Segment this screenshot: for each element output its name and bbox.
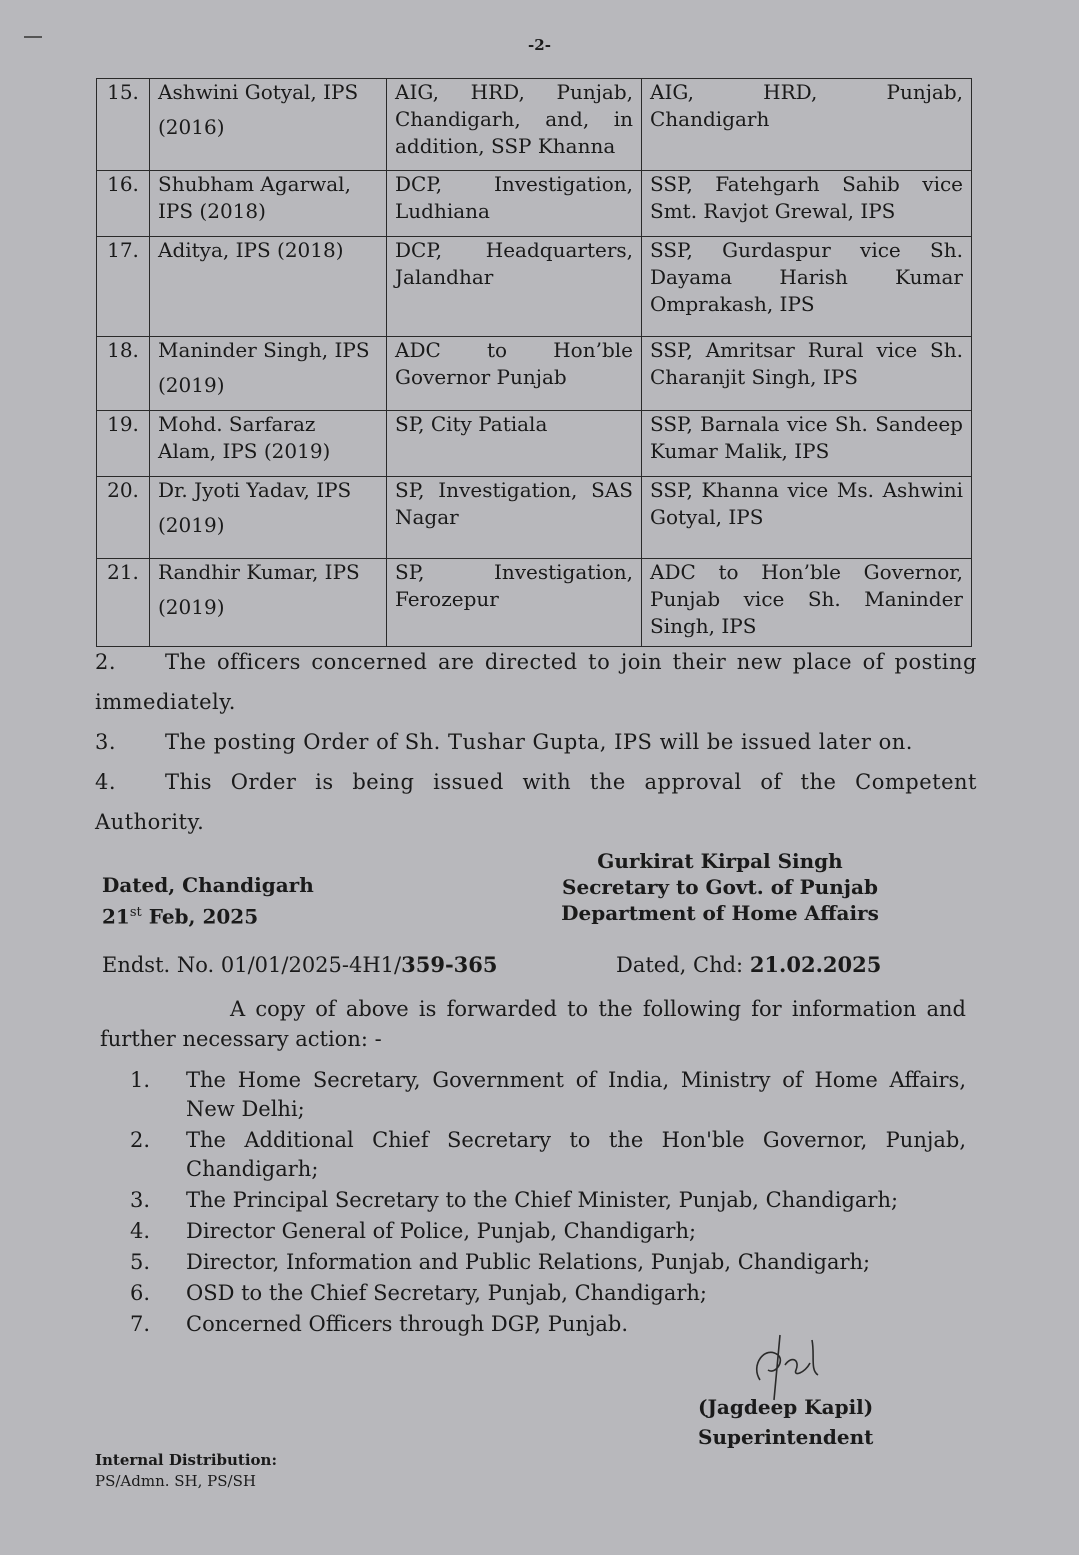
row-officer-name: Shubham Agarwal, IPS (2018): [150, 171, 387, 237]
row-officer-name: Ashwini Gotyal, IPS (2016): [150, 79, 387, 171]
para-number: 4.: [95, 770, 117, 794]
para-number: 2.: [95, 650, 117, 674]
list-item: [130, 1310, 966, 1339]
row-from-posting: SP, Investigation, Ferozepur: [387, 559, 642, 647]
signatory-block: [540, 848, 900, 926]
row-serial: 18.: [97, 337, 150, 411]
distribution-list: [130, 1066, 966, 1341]
row-to-posting: SSP, Barnala vice Sh. Sandeep Kumar Malik, IPS: [642, 411, 972, 477]
row-serial: 19.: [97, 411, 150, 477]
row-from-posting: DCP, Headquarters, Jalandhar: [387, 237, 642, 337]
row-from-posting: DCP, Investigation, Ludhiana: [387, 171, 642, 237]
row-officer-name: Mohd. Sarfaraz Alam, IPS (2019): [150, 411, 387, 477]
internal-heading: Internal Distribution:: [95, 1451, 277, 1469]
table-row: [97, 237, 972, 337]
row-from-posting: AIG, HRD, Punjab, Chandigarh, and, in addition, SSP Khanna: [387, 79, 642, 171]
list-item: [130, 1217, 966, 1246]
list-item-text: The Additional Chief Secretary to the Hon'ble Governor, Punjab, Chandigarh;: [186, 1128, 966, 1181]
row-to-posting: AIG, HRD, Punjab, Chandigarh: [642, 79, 972, 171]
endst-number: 359-365: [401, 952, 498, 977]
row-to-posting: ADC to Hon’ble Governor, Punjab vice Sh. Maninder Singh, IPS: [642, 559, 972, 647]
list-item-number: 4.: [130, 1219, 151, 1243]
row-officer-batch: (2019): [158, 513, 225, 537]
paragraph-4: [95, 762, 977, 842]
signatory-name: Gurkirat Kirpal Singh: [597, 849, 843, 873]
signatory-designation: Secretary to Govt. of Punjab: [562, 875, 878, 899]
signatory-department: Department of Home Affairs: [561, 901, 879, 925]
superintendent-designation: Superintendent: [698, 1425, 874, 1449]
para-text: The officers concerned are directed to join their new place of posting: [165, 650, 977, 674]
endst-date: 21.02.2025: [749, 952, 882, 977]
list-item-number: 3.: [130, 1188, 151, 1212]
row-serial: 20.: [97, 477, 150, 559]
table-row: [97, 79, 972, 171]
list-item-number: 5.: [130, 1250, 151, 1274]
paragraph-3: [95, 722, 977, 762]
row-officer-batch: (2019): [158, 595, 225, 619]
row-serial: 16.: [97, 171, 150, 237]
row-from-posting: SP, City Patiala: [387, 411, 642, 477]
row-from-posting: ADC to Hon’ble Governor Punjab: [387, 337, 642, 411]
list-item: [130, 1248, 966, 1277]
endst-prefix: Endst. No. 01/01/2025-4H1/: [102, 953, 402, 977]
internal-distribution: [95, 1450, 277, 1492]
row-serial: 15.: [97, 79, 150, 171]
copy-forward-text: A copy of above is forwarded to the following for information and further necessary action: -: [100, 997, 966, 1051]
dated-place: Dated, Chandigarh: [102, 873, 314, 897]
row-officer-batch: (2016): [158, 115, 225, 139]
dated-date: 21st Feb, 2025: [102, 904, 259, 929]
list-item: [130, 1279, 966, 1308]
list-item-text: The Principal Secretary to the Chief Minister, Punjab, Chandigarh;: [186, 1188, 899, 1212]
dated-block: [102, 872, 314, 931]
para-number: 3.: [95, 730, 117, 754]
row-serial: 17.: [97, 237, 150, 337]
list-item-text: OSD to the Chief Secretary, Punjab, Chandigarh;: [186, 1281, 707, 1305]
table-row: [97, 477, 972, 559]
row-to-posting: SSP, Khanna vice Ms. Ashwini Gotyal, IPS: [642, 477, 972, 559]
para-text: The posting Order of Sh. Tushar Gupta, IPS will be issued later on.: [165, 730, 913, 754]
list-item-text: The Home Secretary, Government of India, Ministry of Home Affairs, New Delhi;: [186, 1068, 966, 1121]
row-serial: 21.: [97, 559, 150, 647]
list-item-text: Concerned Officers through DGP, Punjab.: [186, 1312, 629, 1336]
superintendent-block: [698, 1392, 873, 1452]
postings-table: [96, 78, 972, 647]
list-item-text: Director, Information and Public Relations, Punjab, Chandigarh;: [186, 1250, 871, 1274]
endst-date-label: Dated, Chd:: [616, 953, 750, 977]
list-item: [130, 1186, 966, 1215]
para-text: This Order is being issued with the approval of the Competent: [165, 770, 977, 794]
internal-text: PS/Admn. SH, PS/SH: [95, 1472, 256, 1490]
list-item: [130, 1066, 966, 1124]
row-to-posting: SSP, Amritsar Rural vice Sh. Charanjit Singh, IPS: [642, 337, 972, 411]
para-text-cont: Authority.: [95, 810, 205, 834]
row-officer-name: Randhir Kumar, IPS (2019): [150, 559, 387, 647]
row-to-posting: SSP, Gurdaspur vice Sh. Dayama Harish Kumar Omprakash, IPS: [642, 237, 972, 337]
list-item-number: 6.: [130, 1281, 151, 1305]
row-officer-name: Aditya, IPS (2018): [150, 237, 387, 337]
row-officer-batch: (2019): [158, 373, 225, 397]
list-item-text: Director General of Police, Punjab, Chandigarh;: [186, 1219, 697, 1243]
row-officer-name: Dr. Jyoti Yadav, IPS (2019): [150, 477, 387, 559]
table-row: [97, 337, 972, 411]
list-item: [130, 1126, 966, 1184]
table-row: [97, 171, 972, 237]
superintendent-name: (Jagdeep Kapil): [698, 1395, 874, 1419]
row-officer-name: Maninder Singh, IPS (2019): [150, 337, 387, 411]
row-to-posting: SSP, Fatehgarh Sahib vice Smt. Ravjot Grewal, IPS: [642, 171, 972, 237]
list-item-number: 2.: [130, 1128, 151, 1152]
page-number: -2-: [528, 36, 551, 54]
paragraph-2: [95, 642, 977, 722]
list-item-number: 1.: [130, 1068, 151, 1092]
endorsement-line: [102, 952, 882, 977]
list-item-number: 7.: [130, 1312, 151, 1336]
table-row: [97, 411, 972, 477]
table-row: [97, 559, 972, 647]
para-text-cont: immediately.: [95, 690, 236, 714]
row-from-posting: SP, Investigation, SAS Nagar: [387, 477, 642, 559]
